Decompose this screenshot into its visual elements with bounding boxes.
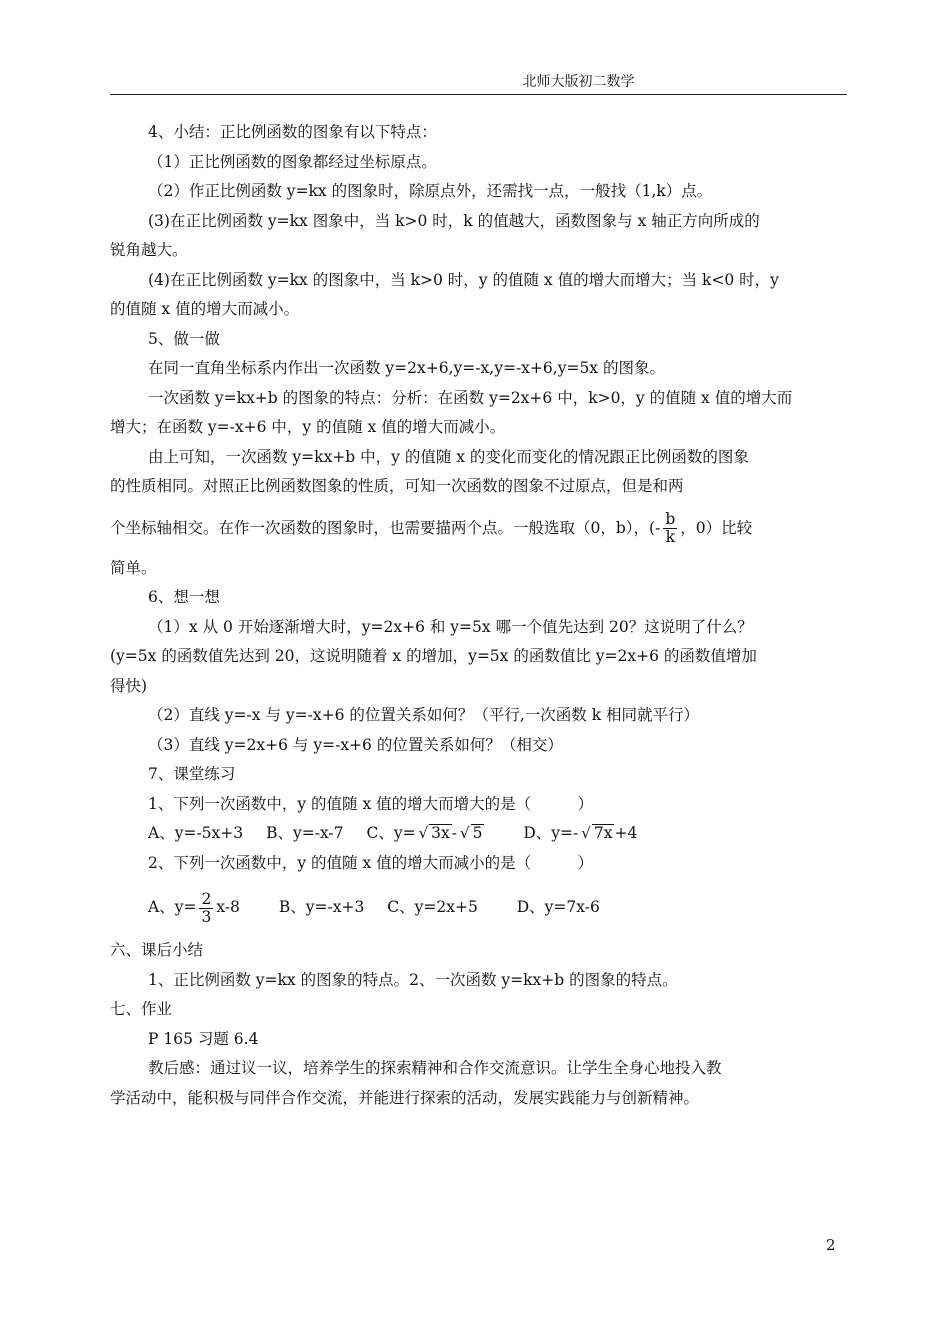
radical-sign-icon: √ <box>418 824 429 842</box>
paragraph-line: 得快) <box>110 676 148 695</box>
exercise-question: 1、下列一次函数中，y 的值随 x 值的增大而增大的是（ ） <box>148 794 594 813</box>
radical-sign-icon: √ <box>581 824 591 842</box>
paragraph-line: 学活动中，能积极与同伴合作交流，并能进行探索的活动，发展实践能力与创新精神。 <box>110 1088 700 1107</box>
paragraph-line: (3)在正比例函数 y=kx 图象中，当 k>0 时，k 的值越大，函数图象与 x 轴正方向所成的 <box>148 211 760 230</box>
paragraph-line: 锐角越大。 <box>110 241 188 259</box>
paragraph-line: 增大；在函数 y=-x+6 中，y 的值随 x 值的增大而减小。 <box>110 418 506 436</box>
paragraph-line: 教后感：通过议一议，培养学生的探索精神和合作交流意识。让学生全身心地投入教 <box>148 1059 722 1077</box>
paragraph-line: （2）作正比例函数 y=kx 的图象时，除原点外，还需找一点，一般找（1,k）点。 <box>148 182 713 200</box>
paragraph-line: P 165 习题 6.4 <box>148 1029 259 1048</box>
option-c: C、y=2x+5 <box>387 898 478 916</box>
option-a: A、y=-5x+3 <box>148 824 244 842</box>
header-title: 北师大版初二数学 <box>522 74 635 90</box>
fraction-2-over-3: $\frac{2}{3}$ <box>201 889 212 926</box>
exercise-question: 2、下列一次函数中，y 的值随 x 值的增大而减小的是（ ） <box>148 853 594 872</box>
paragraph-line: 一次函数 y=kx+b 的图象的特点：分析：在函数 y=2x+6 中，k>0，y 的值随 x 值的增大而 <box>148 388 793 407</box>
paragraph-line: 1、正比例函数 y=kx 的图象的特点。2、一次函数 y=kx+b 的图象的特点。 <box>148 970 678 989</box>
section-heading: 七、作业 <box>110 1000 173 1018</box>
section-heading: 5、做一做 <box>148 329 220 348</box>
page-body <box>110 118 847 1113</box>
page-number: 2 <box>826 1236 836 1254</box>
section-heading: 7、课堂练习 <box>148 765 236 783</box>
paragraph-line: （2）直线 y=-x 与 y=-x+6 的位置关系如何？（平行,一次函数 k 相同就平行） <box>148 706 700 724</box>
page-header <box>110 72 847 95</box>
paragraph-line: 的值随 x 值的增大而减小。 <box>110 300 300 318</box>
paragraph-line: (y=5x 的函数值先达到 20，这说明随着 x 的增加，y=5x 的函数值比 y=2x+6 的函数值增加 <box>110 647 757 665</box>
option-d: D、y=7x-6 <box>516 898 600 916</box>
section-heading: 六、课后小结 <box>110 941 204 959</box>
paragraph-line: （1）正比例函数的图象都经过坐标原点。 <box>148 152 437 171</box>
option-a: A、y= $\frac{2}{3}$ x-8 <box>148 889 240 926</box>
option-c: C、y= √ 3x - √ 5 <box>366 824 484 842</box>
paragraph-line: 4、小结：正比例函数的图象有以下特点： <box>148 123 437 141</box>
exercise-options <box>110 819 847 849</box>
fraction-b-over-k: $\frac{b}{k}$ <box>665 510 676 546</box>
option-b: B、y=-x+3 <box>278 898 365 916</box>
paragraph-line-with-fraction: 个坐标轴相交。在作一次函数的图象时，也需要描两个点。一般选取（0，b），(- $\frac{b}{k}$ ，0）比较 <box>110 510 753 546</box>
radical-sign-icon: √ <box>460 824 470 842</box>
paragraph-line: 在同一直角坐标系内作出一次函数 y=2x+6,y=-x,y=-x+6,y=5x 的图象。 <box>148 359 665 377</box>
paragraph-line: 简单。 <box>110 558 157 577</box>
section-heading: 6、想一想 <box>148 588 220 606</box>
option-b: B、y=-x-7 <box>266 824 344 842</box>
exercise-options <box>110 878 847 936</box>
paragraph-line: （3）直线 y=2x+6 与 y=-x+6 的位置关系如何？（相交） <box>148 735 563 754</box>
paragraph-line: 的性质相同。对照正比例函数图象的性质，可知一次函数的图象不过原点，但是和两 <box>110 477 684 495</box>
paragraph-line: (4)在正比例函数 y=kx 的图象中，当 k>0 时，y 的值随 x 值的增大而增大；当 k<0 时，y <box>148 270 779 289</box>
paragraph-line: 由上可知，一次函数 y=kx+b 中，y 的值随 x 的变化而变化的情况跟正比例函数的图象 <box>148 447 749 466</box>
paragraph-line: （1）x 从 0 开始逐渐增大时，y=2x+6 和 y=5x 哪一个值先达到 20？这说明了什么？ <box>148 617 753 636</box>
option-d: D、y=- √ 7x +4 <box>523 824 637 842</box>
